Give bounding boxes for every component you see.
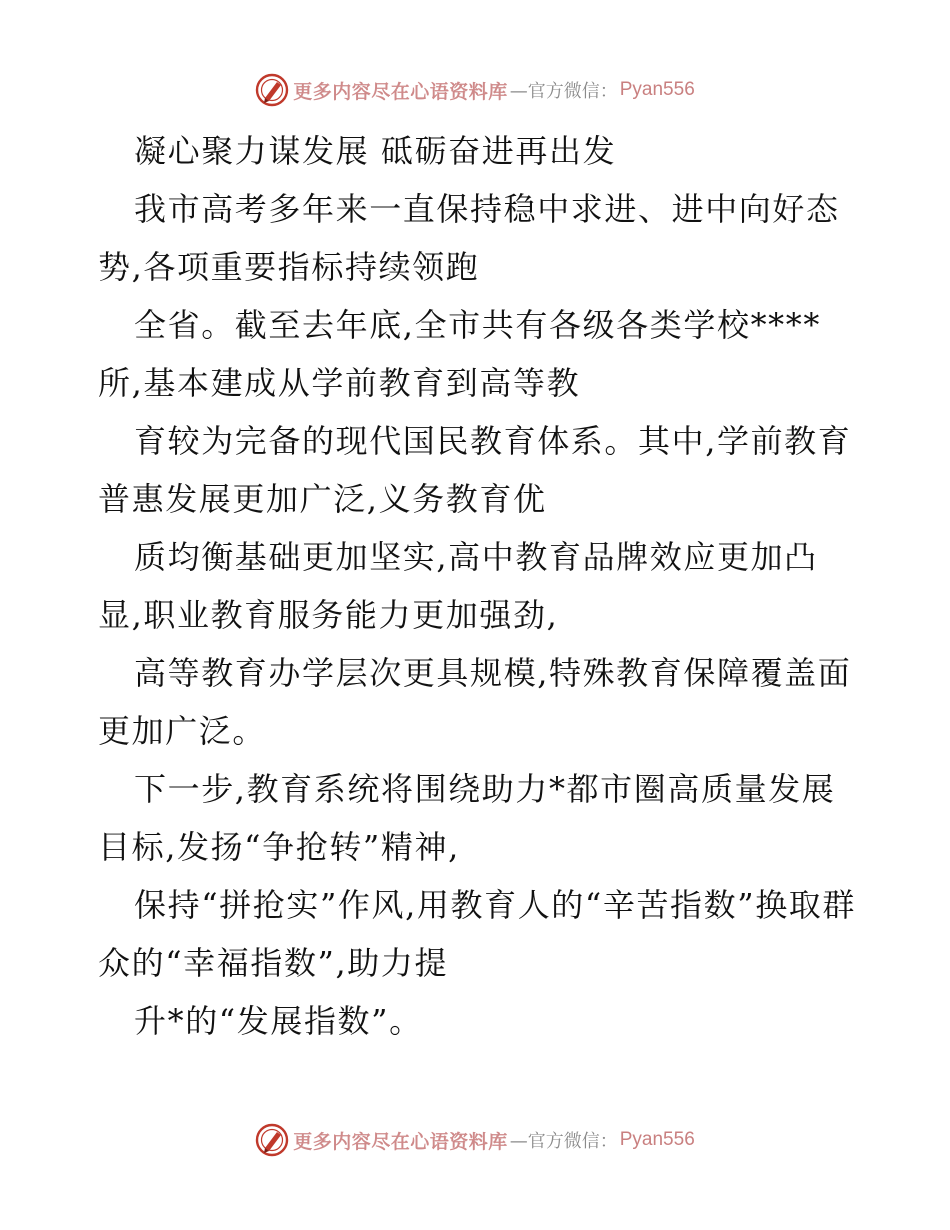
paragraph-3: 育较为完备的现代国民教育体系。其中,学前教育普惠发展更加广泛,义务教育优 — [98, 422, 852, 518]
header-watermark — [0, 72, 950, 108]
paragraph-1: 我市高考多年来一直保持稳中求进、进中向好态势,各项重要指标持续领跑 — [98, 190, 840, 286]
watermark-brand: 更多内容尽在心语资料库 — [293, 1130, 508, 1153]
watermark-label: —官方微信： — [509, 81, 618, 102]
paragraph-4: 质均衡基础更加坚实,高中教育品牌效应更加凸显,职业教育服务能力更加强劲, — [98, 538, 818, 634]
watermark-id: Pyan556 — [619, 1129, 695, 1150]
document-title: 凝心聚力谋发展 砥砺奋进再出发 — [134, 132, 617, 170]
watermark-id: Pyan556 — [619, 79, 695, 100]
pen-logo-icon — [255, 73, 289, 107]
document-body — [98, 122, 858, 1050]
paragraph-7: 保持“拼抢实”作风,用教育人的“辛苦指数”换取群众的“幸福指数”,助力提 — [98, 886, 857, 982]
footer-watermark — [0, 1122, 950, 1158]
watermark-label: —官方微信： — [509, 1131, 618, 1152]
watermark-brand: 更多内容尽在心语资料库 — [293, 80, 508, 103]
paragraph-6: 下一步,教育系统将围绕助力*都市圈高质量发展目标,发扬“争抢转”精神, — [98, 770, 836, 866]
paragraph-5: 高等教育办学层次更具规模,特殊教育保障覆盖面更加广泛。 — [98, 654, 852, 750]
pen-logo-icon — [255, 1123, 289, 1157]
paragraph-2: 全省。截至去年底,全市共有各级各类学校****所,基本建成从学前教育到高等教 — [98, 306, 821, 402]
paragraph-8: 升*的“发展指数”。 — [134, 1002, 423, 1040]
